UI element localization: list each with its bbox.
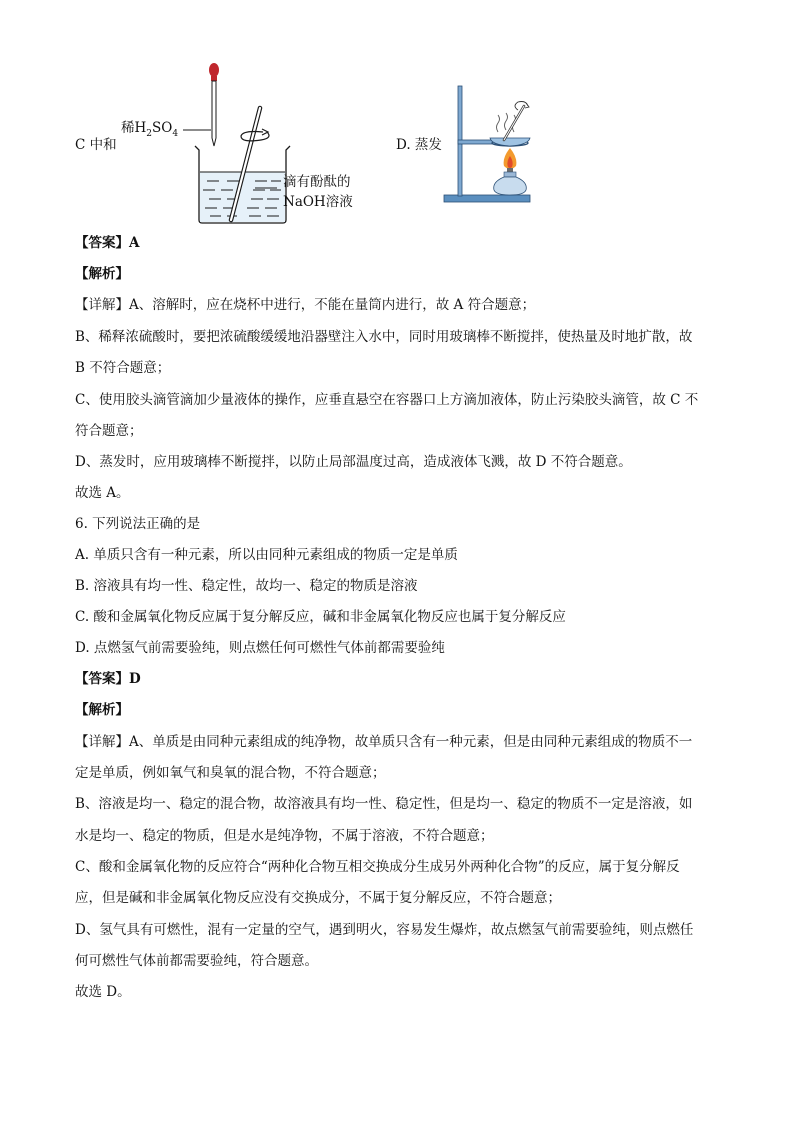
acid-label: 稀$H_2SO_4$ [121, 120, 179, 139]
q5-detail-b-line2: B 不符合题意； [75, 360, 171, 376]
q6-detail-b-line2: 水是均一、稳定的物质，但是水是纯净物，不属于溶液，不符合题意； [75, 828, 494, 844]
q5-detail-c-line2: 符合题意； [75, 423, 143, 439]
dropper-neck [211, 76, 217, 81]
stand-base [444, 195, 530, 202]
q6-answer: 【答案】D [75, 671, 141, 687]
solution-label-line1: 滴有酚酞的 [283, 174, 351, 190]
q6-detail-c-line1: C、酸和金属氧化物的反应符合“两种化合物互相交换成分生成另外两种化合物”的反应，属于复分解反 [75, 859, 680, 875]
q6-option-c: C. 酸和金属氧化物反应属于复分解反应，碱和非金属氧化物反应也属于复分解反应 [75, 609, 566, 625]
figure-d-label: D. 蒸发 [396, 137, 442, 153]
q6-detail-d-line1: D、氢气具有可燃性，混有一定量的空气，遇到明火，容易发生爆炸，故点燃氢气前需要验纯，则点燃任 [75, 922, 694, 938]
evaporation-diagram [440, 82, 550, 207]
q6-option-a: A. 单质只含有一种元素，所以由同种元素组成的物质一定是单质 [75, 547, 458, 563]
q5-detail-d: D、蒸发时，应用玻璃棒不断搅拌，以防止局部温度过高，造成液体飞溅，故 D 不符合题意。 [75, 454, 632, 470]
steam [497, 113, 516, 132]
q5-answer: 【答案】A [75, 235, 140, 251]
figure-c-label: C 中和 [75, 137, 117, 153]
q6-analysis-heading: 【解析】 [75, 702, 129, 718]
q6-detail-a-line2: 定是单质，例如氧气和臭氧的混合物，不符合题意； [75, 765, 386, 781]
q6-stem: 6. 下列说法正确的是 [75, 516, 201, 532]
q6-detail-d-line2: 何可燃性气体前都需要验纯，符合题意。 [75, 953, 318, 969]
q6-conclusion: 故选 D。 [75, 984, 131, 1000]
dropper-bulb [209, 63, 219, 77]
q6-detail-c-line2: 应，但是碱和非金属氧化物反应没有交换成分，不属于复分解反应，不符合题意； [75, 890, 561, 906]
q5-detail-c-line1: C、使用胶头滴管滴加少量液体的操作，应垂直悬空在容器口上方滴加液体，防止污染胶头滴管，故 C 不 [75, 392, 699, 408]
q6-detail-a-line1: 【详解】A、单质是由同种元素组成的纯净物，故单质只含有一种元素，但是由同种元素组成的物质不一 [75, 734, 693, 750]
q6-option-b: B. 溶液具有均一性、稳定性，故均一、稳定的物质是溶液 [75, 578, 418, 594]
q5-conclusion: 故选 A。 [75, 485, 130, 501]
q5-detail-b-line1: B、稀释浓硫酸时，要把浓硫酸缓缓地沿器壁注入水中，同时用玻璃棒不断搅拌，使热量及时地扩散，故 [75, 329, 693, 345]
q6-option-d: D. 点燃氢气前需要验纯，则点燃任何可燃性气体前都需要验纯 [75, 640, 445, 656]
alcohol-lamp [494, 177, 527, 195]
neutralization-diagram [115, 60, 375, 230]
solution-label-line2: NaOH溶液 [283, 194, 353, 210]
q5-analysis-heading: 【解析】 [75, 266, 129, 282]
dropper-tube [212, 81, 216, 146]
q5-detail-a: 【详解】A、溶解时，应在烧杯中进行，不能在量筒内进行，故 A 符合题意； [75, 297, 536, 313]
q6-detail-b-line1: B、溶液是均一、稳定的混合物，故溶液具有均一性、稳定性，但是均一、稳定的物质不一定是溶液，如 [75, 796, 693, 812]
